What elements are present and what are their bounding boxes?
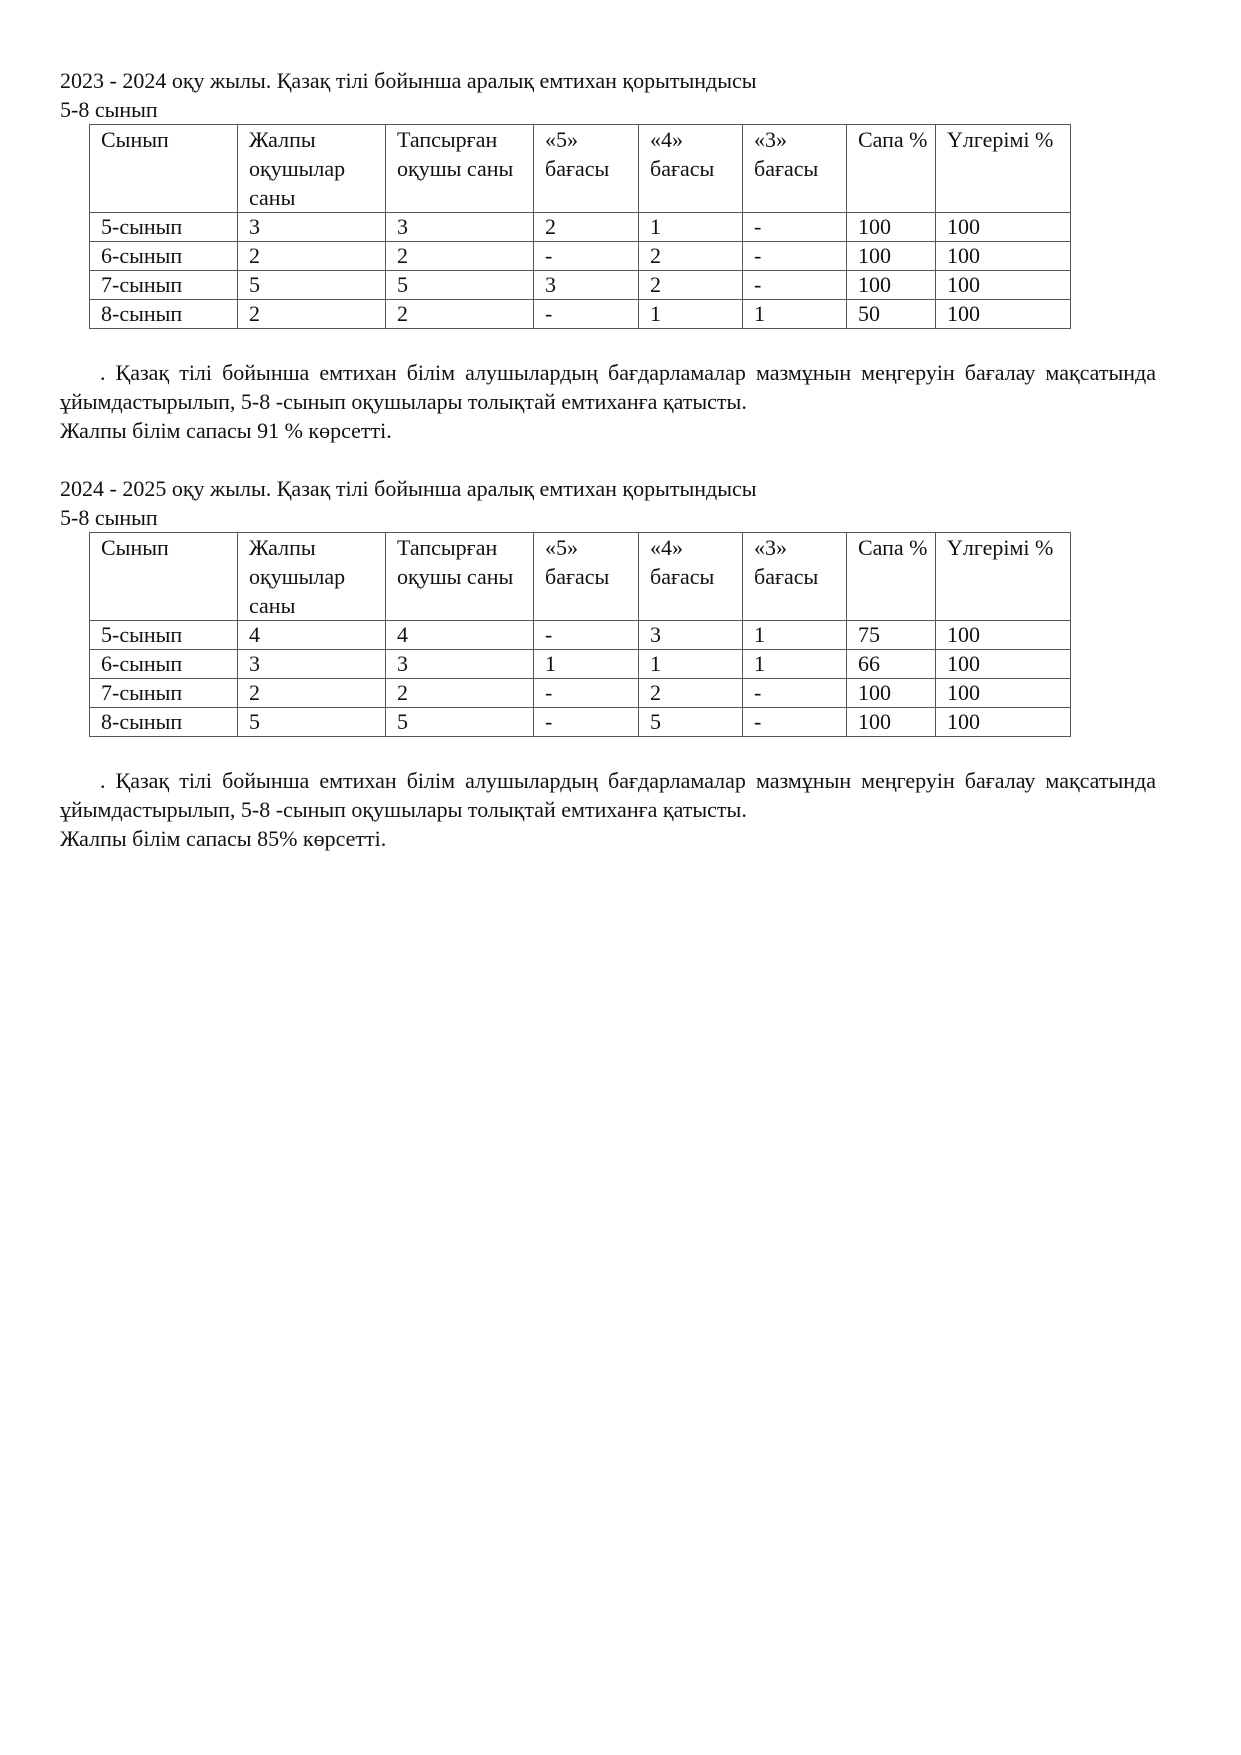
table-cell: 100	[847, 213, 936, 242]
table-cell: -	[534, 708, 639, 737]
column-header: Сынып	[90, 125, 238, 213]
results-table	[89, 124, 1071, 329]
table-row	[90, 708, 1071, 737]
table-cell: -	[743, 213, 847, 242]
table-cell: 3	[238, 650, 386, 679]
section-summary	[60, 358, 1156, 445]
column-header: Сапа %	[847, 125, 936, 213]
table-cell: 4	[238, 621, 386, 650]
column-header: Үлгерімі %	[936, 533, 1071, 621]
column-header: Сапа %	[847, 533, 936, 621]
table-cell: -	[743, 679, 847, 708]
table-row	[90, 213, 1071, 242]
table-cell: 75	[847, 621, 936, 650]
exam-section-2023-2024	[60, 66, 1156, 445]
table-cell: 100	[936, 679, 1071, 708]
column-header: Тапсырған оқушы саны	[386, 125, 534, 213]
column-header: «5» бағасы	[534, 533, 639, 621]
table-cell: 7-сынып	[90, 271, 238, 300]
table-cell: 100	[936, 621, 1071, 650]
section-title: 2023 - 2024 оқу жылы. Қазақ тілі бойынша аралық емтихан қорытындысы	[60, 68, 757, 93]
table-cell: 1	[639, 300, 743, 329]
column-header: «3» бағасы	[743, 125, 847, 213]
table-cell: 8-сынып	[90, 708, 238, 737]
table-cell: 1	[639, 213, 743, 242]
table-cell: 8-сынып	[90, 300, 238, 329]
quality-total: Жалпы білім сапасы 85% көрсетті.	[60, 826, 387, 851]
table-cell: -	[534, 300, 639, 329]
table-cell: 1	[743, 650, 847, 679]
table-cell: 3	[238, 213, 386, 242]
table-cell: 1	[743, 621, 847, 650]
table-cell: 6-сынып	[90, 650, 238, 679]
table-cell: 2	[238, 242, 386, 271]
section-subtitle: 5-8 сынып	[60, 505, 158, 530]
table-cell: 1	[743, 300, 847, 329]
summary-paragraph: . Қазақ тілі бойынша емтихан білім алушылардың бағдарламалар мазмұнын меңгеруін бағалау мақсатында ұйымдастырылып, 5-8 -сынып оқушылары толықтай емтиханға қатысты.	[60, 360, 1156, 414]
table-cell: -	[743, 242, 847, 271]
table-cell: 5	[238, 271, 386, 300]
exam-section-2024-2025	[60, 474, 1156, 853]
document-page	[60, 66, 1156, 853]
table-cell: 2	[639, 242, 743, 271]
table-cell: 2	[386, 300, 534, 329]
table-cell: 5	[386, 271, 534, 300]
table-cell: 1	[534, 650, 639, 679]
column-header: «5» бағасы	[534, 125, 639, 213]
section-subtitle: 5-8 сынып	[60, 97, 158, 122]
table-cell: 2	[386, 679, 534, 708]
section-divider	[60, 445, 1156, 474]
table-header-row	[90, 125, 1071, 213]
quality-total: Жалпы білім сапасы 91 % көрсетті.	[60, 418, 392, 443]
table-row	[90, 679, 1071, 708]
column-header: Жалпы оқушылар саны	[238, 125, 386, 213]
table-cell: 3	[534, 271, 639, 300]
section-title: 2024 - 2025 оқу жылы. Қазақ тілі бойынша аралық емтихан қорытындысы	[60, 476, 757, 501]
table-cell: 5-сынып	[90, 213, 238, 242]
summary-paragraph: . Қазақ тілі бойынша емтихан білім алушылардың бағдарламалар мазмұнын меңгеруін бағалау мақсатында ұйымдастырылып, 5-8 -сынып оқушылары толықтай емтиханға қатысты.	[60, 768, 1156, 822]
table-cell: 1	[639, 650, 743, 679]
table-cell: 2	[238, 679, 386, 708]
table-row	[90, 271, 1071, 300]
table-cell: 7-сынып	[90, 679, 238, 708]
table-cell: 2	[639, 271, 743, 300]
table-cell: 100	[936, 300, 1071, 329]
column-header: «3» бағасы	[743, 533, 847, 621]
table-cell: 6-сынып	[90, 242, 238, 271]
column-header: Сынып	[90, 533, 238, 621]
table-cell: 5-сынып	[90, 621, 238, 650]
table-cell: -	[534, 242, 639, 271]
table-cell: 100	[936, 242, 1071, 271]
column-header: Үлгерімі %	[936, 125, 1071, 213]
column-header: «4» бағасы	[639, 533, 743, 621]
table-cell: 3	[386, 650, 534, 679]
table-row	[90, 650, 1071, 679]
table-cell: 3	[639, 621, 743, 650]
table-cell: 100	[936, 213, 1071, 242]
table-cell: 100	[936, 650, 1071, 679]
column-header: Жалпы оқушылар саны	[238, 533, 386, 621]
table-cell: 2	[238, 300, 386, 329]
column-header: Тапсырған оқушы саны	[386, 533, 534, 621]
section-summary	[60, 766, 1156, 853]
table-cell: 4	[386, 621, 534, 650]
table-row	[90, 621, 1071, 650]
table-header-row	[90, 533, 1071, 621]
table-cell: 100	[936, 708, 1071, 737]
table-cell: 3	[386, 213, 534, 242]
results-table	[89, 532, 1071, 737]
column-header: «4» бағасы	[639, 125, 743, 213]
table-cell: -	[743, 708, 847, 737]
table-cell: 5	[639, 708, 743, 737]
table-cell: 5	[386, 708, 534, 737]
table-cell: 100	[847, 708, 936, 737]
table-row	[90, 242, 1071, 271]
table-row	[90, 300, 1071, 329]
table-cell: 2	[386, 242, 534, 271]
table-cell: 100	[936, 271, 1071, 300]
table-cell: 100	[847, 679, 936, 708]
table-cell: -	[743, 271, 847, 300]
table-cell: 2	[534, 213, 639, 242]
table-cell: 50	[847, 300, 936, 329]
table-cell: 5	[238, 708, 386, 737]
table-cell: 2	[639, 679, 743, 708]
table-cell: 100	[847, 242, 936, 271]
table-cell: -	[534, 679, 639, 708]
table-cell: -	[534, 621, 639, 650]
table-cell: 66	[847, 650, 936, 679]
table-cell: 100	[847, 271, 936, 300]
